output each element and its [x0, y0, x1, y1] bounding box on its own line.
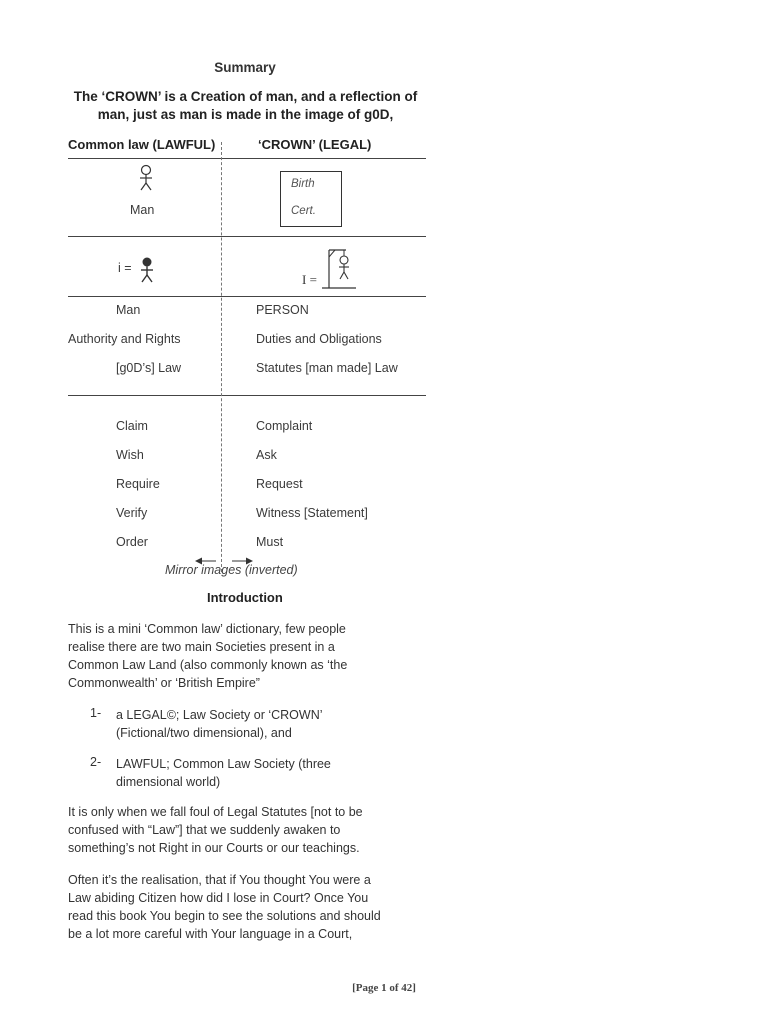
- list-item-line: LAWFUL; Common Law Society (three: [116, 757, 331, 771]
- row4-right-5: Must: [256, 535, 284, 549]
- row1-left-label: Man: [130, 203, 155, 217]
- table-divider: [68, 236, 426, 237]
- intro-paragraph-2: [68, 803, 433, 857]
- intro-paragraph-1: [68, 620, 433, 692]
- row4-right-3: Request: [256, 477, 303, 491]
- para-line: realise there are two main Societies present in a: [68, 640, 335, 654]
- row4-left-2: Wish: [116, 448, 144, 462]
- row4-left-5: Order: [116, 535, 148, 549]
- stick-figure-hollow-icon: [136, 164, 156, 192]
- birth-cert-line-1: Birth: [291, 178, 315, 190]
- para-line: It is only when we fall foul of Legal Statutes [not to be: [68, 805, 363, 819]
- table-divider: [68, 395, 426, 396]
- subtitle-line-1: The ‘CROWN’ is a Creation of man, and a reflection of: [73, 89, 418, 104]
- intro-paragraph-3: [68, 871, 433, 943]
- row3-right-1: PERSON: [256, 303, 309, 317]
- para-line: Law abiding Citizen how did I lose in Court? Once You: [68, 891, 369, 905]
- birth-cert-box: [280, 171, 342, 227]
- list-item-line: dimensional world): [116, 775, 221, 789]
- row3-left-3: [g0D’s] Law: [116, 361, 182, 375]
- row4-right-1: Complaint: [256, 419, 313, 433]
- hanged-figure-icon: [320, 248, 360, 290]
- row4-left-3: Require: [116, 477, 160, 491]
- list-item-number: 2-: [90, 755, 102, 769]
- row3-right-3: Statutes [man made] Law: [256, 361, 398, 375]
- para-line: confused with “Law”] that we suddenly awaken to: [68, 823, 341, 837]
- list-item-number: 1-: [90, 706, 102, 720]
- para-line: This is a mini ‘Common law’ dictionary, few people: [68, 622, 346, 636]
- table-divider: [68, 158, 426, 159]
- subtitle-line-2: man, just as man is made in the image of g0D,: [97, 107, 394, 122]
- page-number-footer: [Page 1 of 42]: [352, 982, 416, 994]
- row3-right-2: Duties and Obligations: [256, 332, 382, 346]
- stick-figure-filled-icon: [138, 256, 156, 284]
- para-line: be a lot more careful with Your language in a Court,: [68, 927, 353, 941]
- subtitle: [68, 88, 423, 124]
- row4-right-4: Witness [Statement]: [256, 506, 368, 520]
- introduction-heading: Introduction: [207, 590, 283, 605]
- uppercase-i-symbol: I =: [302, 272, 317, 287]
- para-line: something’s not Right in our Courts or our teachings.: [68, 841, 360, 855]
- birth-cert-line-2: Cert.: [291, 205, 316, 217]
- lowercase-i-symbol: i =: [118, 261, 132, 275]
- mirror-caption: Mirror images (inverted): [165, 563, 298, 577]
- list-item-line: (Fictional/two dimensional), and: [116, 726, 292, 740]
- center-dashed-divider: [221, 142, 222, 572]
- row3-left-1: Man: [116, 303, 141, 317]
- row4-left-4: Verify: [116, 506, 148, 520]
- table-divider: [68, 296, 426, 297]
- para-line: Commonwealth’ or ‘British Empire”: [68, 676, 260, 690]
- row4-left-1: Claim: [116, 419, 148, 433]
- column-header-left: Common law (LAWFUL): [68, 137, 216, 152]
- summary-title: Summary: [214, 60, 276, 75]
- row3-left-2: Authority and Rights: [68, 332, 181, 346]
- para-line: read this book You begin to see the solutions and should: [68, 909, 381, 923]
- para-line: Often it’s the realisation, that if You thought You were a: [68, 873, 371, 887]
- list-item: [116, 706, 323, 742]
- list-item: [116, 755, 331, 791]
- para-line: Common Law Land (also commonly known as ‘the: [68, 658, 348, 672]
- list-item-line: a LEGAL©; Law Society or ‘CROWN’: [116, 708, 323, 722]
- column-header-right: ‘CROWN’ (LEGAL): [258, 137, 372, 152]
- row4-right-2: Ask: [256, 448, 277, 462]
